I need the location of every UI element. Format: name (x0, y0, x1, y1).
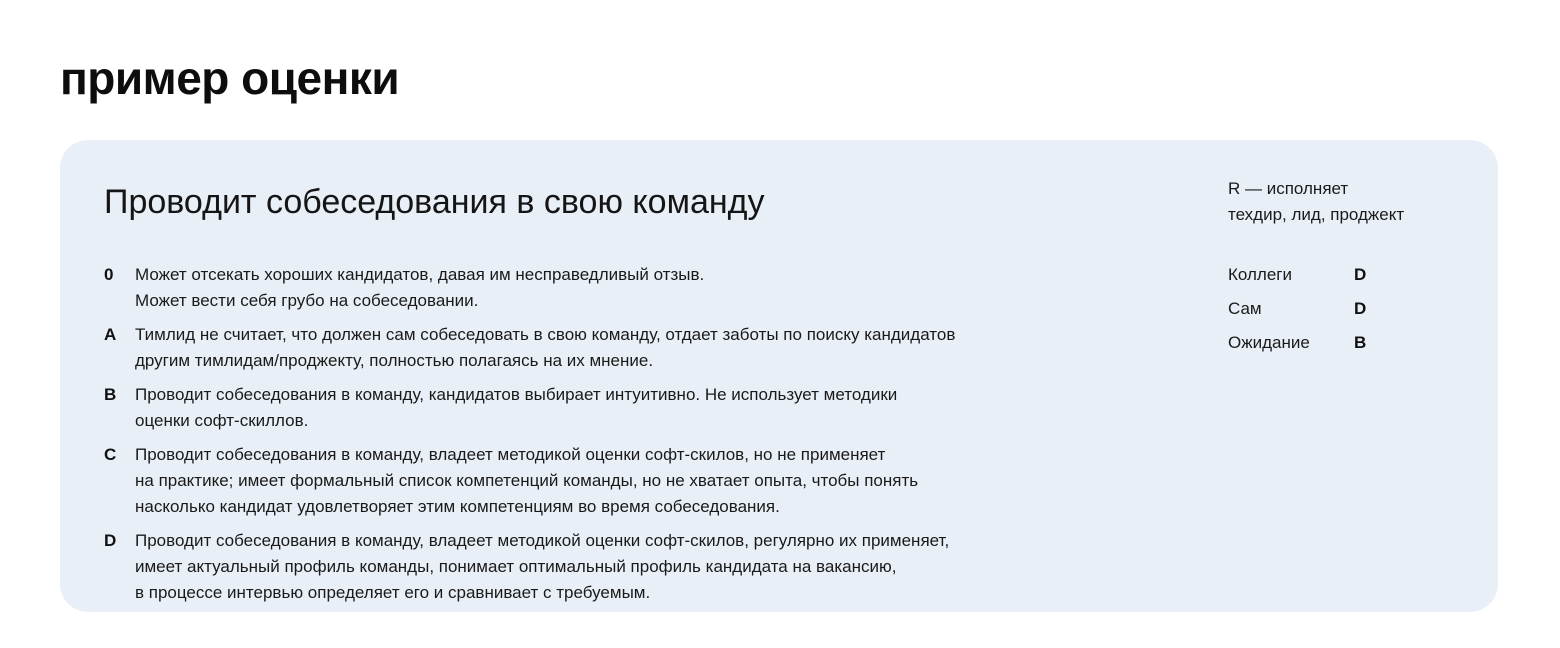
level-description: Проводит собеседования в команду, владеет методикой оценки софт-скилов, регулярно их применяет, имеет актуальный профиль команды, понимает оптимальный профиль кандидата на вакансию, в процессе интервью определяет его и сравнивает с требуемым. (135, 531, 950, 602)
rating-label: Сам (1228, 299, 1262, 318)
level-description: Проводит собеседования в команду, кандидатов выбирает интуитивно. Не использует методики оценки софт-скиллов. (135, 385, 898, 430)
level-letter: 0 (104, 265, 114, 284)
rating-sidebar (1228, 176, 1478, 360)
rating-value: B (1354, 333, 1367, 352)
level-description: Может отсекать хороших кандидатов, давая им несправедливый отзыв. Может вести себя грубо на собеседовании. (135, 265, 705, 310)
level-item-0 (104, 262, 1184, 314)
rating-label: Ожидание (1228, 333, 1310, 352)
level-item-a (104, 322, 1184, 374)
level-letter: D (104, 531, 117, 550)
rating-value: D (1354, 299, 1367, 318)
rating-row-self (1228, 292, 1478, 326)
level-description: Тимлид не считает, что должен сам собеседовать в свою команду, отдает заботы по поиску кандидатов другим тимлидам/проджекту, полностью полагаясь на их мнение. (135, 325, 956, 370)
level-letter: B (104, 385, 117, 404)
level-item-b (104, 382, 1184, 434)
ratings-table (1228, 258, 1478, 360)
role-holders: техдир, лид, проджект (1228, 205, 1405, 224)
rating-row-expectation (1228, 326, 1478, 360)
competency-title: Проводит собеседования в свою команду (104, 183, 765, 221)
level-item-c (104, 442, 1184, 520)
level-letter: A (104, 325, 117, 344)
level-item-d (104, 528, 1184, 606)
page-title: пример оценки (60, 52, 400, 104)
level-list (104, 262, 1184, 614)
assessment-card (60, 140, 1498, 612)
role-label: R — исполняет (1228, 179, 1349, 198)
rating-label: Коллеги (1228, 265, 1292, 284)
level-letter: C (104, 445, 117, 464)
level-description: Проводит собеседования в команду, владеет методикой оценки софт-скилов, но не применяет на практике; имеет формальный список компетенций команды, но не хватает опыта, чтобы понять насколько кандидат удовлетворяет этим компетенциям во время собеседования. (135, 445, 919, 516)
rating-row-colleagues (1228, 258, 1478, 292)
rating-value: D (1354, 265, 1367, 284)
